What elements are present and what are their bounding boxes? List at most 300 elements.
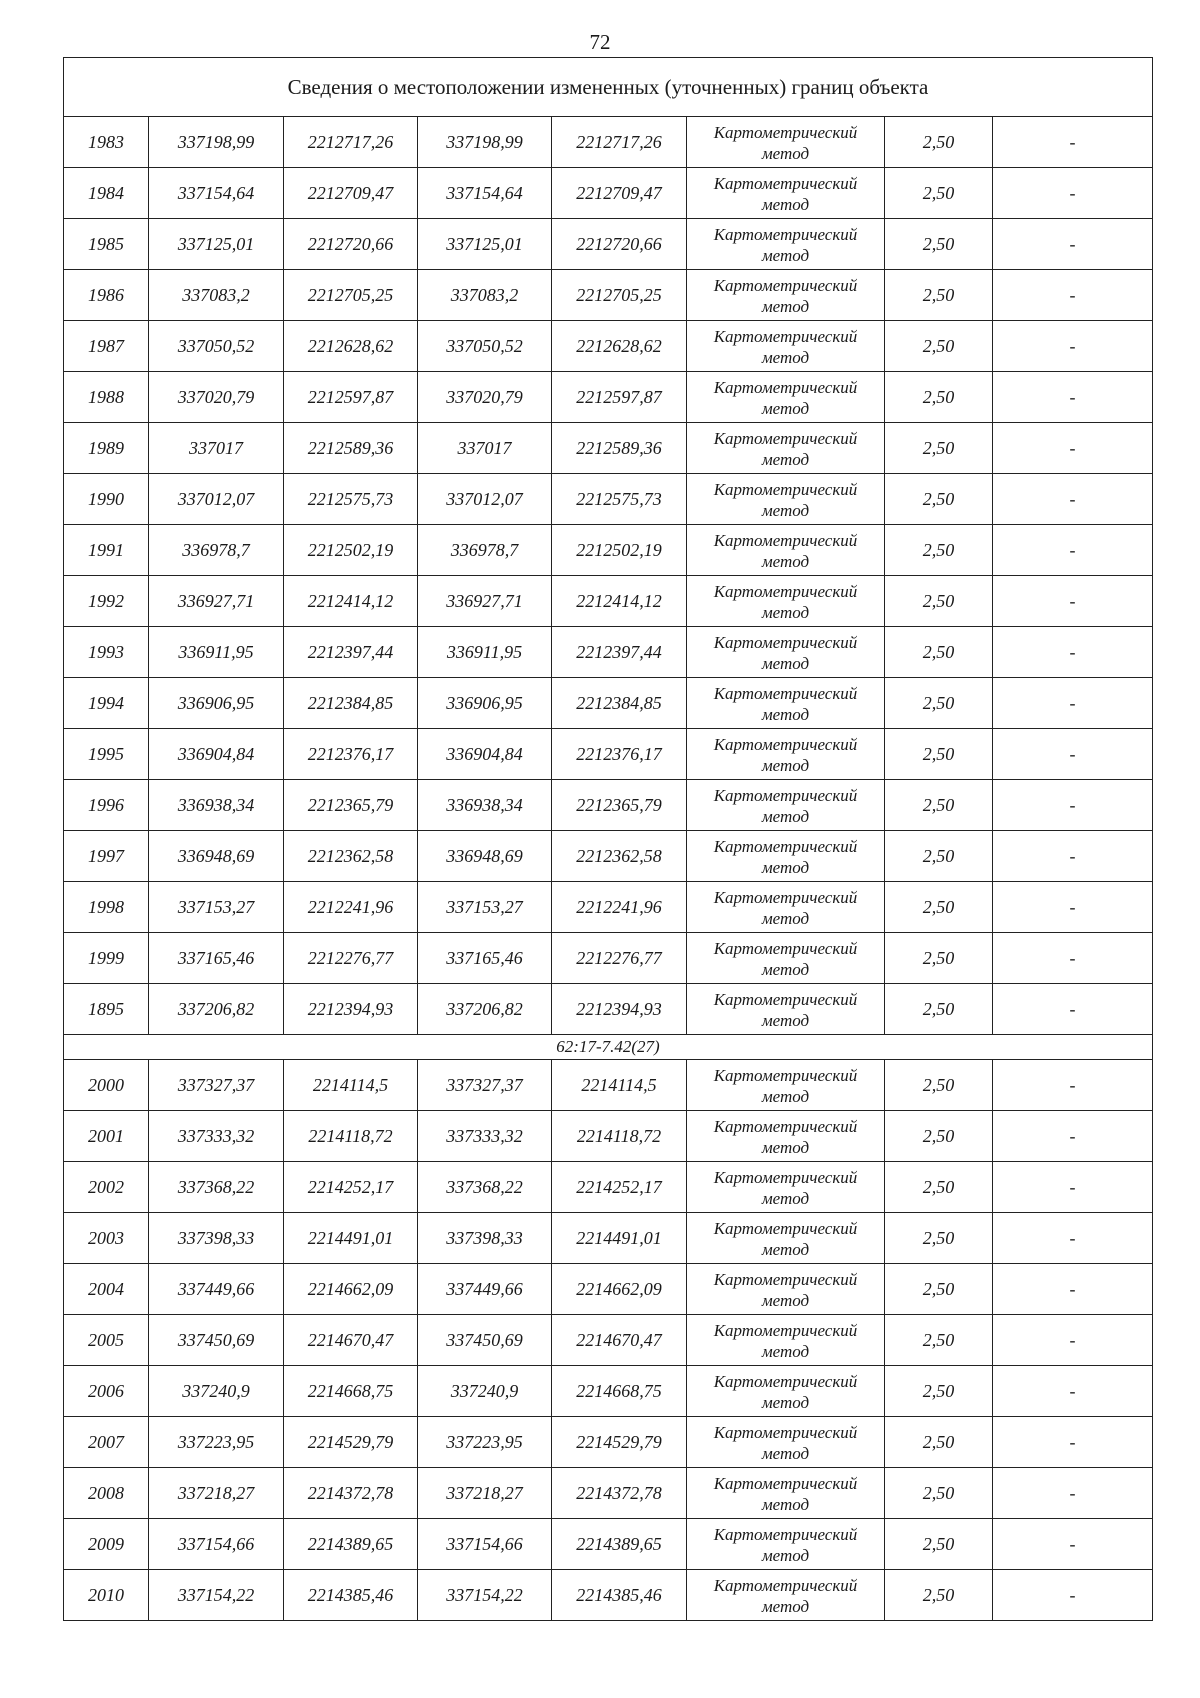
accuracy-cell: 2,50: [885, 423, 993, 474]
y-existing-cell: 2214670,47: [284, 1315, 418, 1366]
x-refined-cell: 337223,95: [418, 1417, 552, 1468]
method-cell: [687, 1366, 885, 1417]
note-cell: -: [993, 831, 1153, 882]
accuracy-cell: 2,50: [885, 1264, 993, 1315]
x-existing-cell: 337333,32: [149, 1111, 284, 1162]
note-cell: -: [993, 1417, 1153, 1468]
note-cell: -: [993, 1366, 1153, 1417]
x-existing-cell: 337165,46: [149, 933, 284, 984]
x-refined-cell: 336978,7: [418, 525, 552, 576]
y-existing-cell: 2212276,77: [284, 933, 418, 984]
table-row: [64, 1213, 1153, 1264]
point-number-cell: 2001: [64, 1111, 149, 1162]
method-label-line1: Картометрический: [713, 377, 858, 397]
method-label-line1: Картометрический: [713, 1167, 858, 1187]
y-existing-cell: 2214114,5: [284, 1060, 418, 1111]
x-refined-cell: 337450,69: [418, 1315, 552, 1366]
x-existing-cell: 337020,79: [149, 372, 284, 423]
note-cell: -: [993, 1519, 1153, 1570]
x-existing-cell: 337154,22: [149, 1570, 284, 1621]
y-refined-cell: 2214114,5: [552, 1060, 687, 1111]
note-cell: -: [993, 678, 1153, 729]
method-label-line2: метод: [761, 1596, 810, 1616]
x-refined-cell: 337449,66: [418, 1264, 552, 1315]
point-number-cell: 1998: [64, 882, 149, 933]
accuracy-cell: 2,50: [885, 1213, 993, 1264]
x-existing-cell: 337449,66: [149, 1264, 284, 1315]
accuracy-cell: 2,50: [885, 576, 993, 627]
table-row: [64, 1162, 1153, 1213]
x-existing-cell: 337154,64: [149, 168, 284, 219]
note-cell: -: [993, 1111, 1153, 1162]
method-label-line1: Картометрический: [713, 224, 858, 244]
table-row: [64, 168, 1153, 219]
y-refined-cell: 2212241,96: [552, 882, 687, 933]
point-number-cell: 1985: [64, 219, 149, 270]
x-existing-cell: 337450,69: [149, 1315, 284, 1366]
method-label-line1: Картометрический: [713, 632, 858, 652]
method-label-line2: метод: [761, 1341, 810, 1361]
method-cell: [687, 576, 885, 627]
method-label-line2: метод: [761, 296, 810, 316]
method-label-line1: Картометрический: [713, 275, 858, 295]
y-refined-cell: 2212414,12: [552, 576, 687, 627]
note-cell: -: [993, 1264, 1153, 1315]
method-label-line1: Картометрический: [713, 1575, 858, 1595]
y-existing-cell: 2212362,58: [284, 831, 418, 882]
point-number-cell: 1983: [64, 117, 149, 168]
table-row: [64, 729, 1153, 780]
y-refined-cell: 2214372,78: [552, 1468, 687, 1519]
x-refined-cell: 337017: [418, 423, 552, 474]
method-cell: [687, 1519, 885, 1570]
table-row: [64, 627, 1153, 678]
y-existing-cell: 2214529,79: [284, 1417, 418, 1468]
x-existing-cell: 337125,01: [149, 219, 284, 270]
x-existing-cell: 337154,66: [149, 1519, 284, 1570]
method-label-line1: Картометрический: [713, 1422, 858, 1442]
method-cell: [687, 372, 885, 423]
y-refined-cell: 2214668,75: [552, 1366, 687, 1417]
x-refined-cell: 336906,95: [418, 678, 552, 729]
x-existing-cell: 337327,37: [149, 1060, 284, 1111]
table-row: [64, 933, 1153, 984]
method-cell: [687, 525, 885, 576]
method-label-line2: метод: [761, 500, 810, 520]
note-cell: -: [993, 1570, 1153, 1621]
boundary-coordinates-table: [63, 57, 1153, 1621]
x-existing-cell: 337050,52: [149, 321, 284, 372]
y-refined-cell: 2212705,25: [552, 270, 687, 321]
y-refined-cell: 2214529,79: [552, 1417, 687, 1468]
x-refined-cell: 336911,95: [418, 627, 552, 678]
method-cell: [687, 984, 885, 1035]
method-label-line2: метод: [761, 398, 810, 418]
method-cell: [687, 423, 885, 474]
note-cell: -: [993, 372, 1153, 423]
y-refined-cell: 2212717,26: [552, 117, 687, 168]
x-refined-cell: 337206,82: [418, 984, 552, 1035]
method-label-line1: Картометрический: [713, 734, 858, 754]
method-label-line2: метод: [761, 194, 810, 214]
point-number-cell: 1994: [64, 678, 149, 729]
method-label-line1: Картометрический: [713, 1371, 858, 1391]
accuracy-cell: 2,50: [885, 1468, 993, 1519]
y-refined-cell: 2212720,66: [552, 219, 687, 270]
x-refined-cell: 337154,64: [418, 168, 552, 219]
note-cell: -: [993, 525, 1153, 576]
method-label-line1: Картометрический: [713, 1524, 858, 1544]
method-label-line2: метод: [761, 1239, 810, 1259]
point-number-cell: 1993: [64, 627, 149, 678]
x-existing-cell: 336906,95: [149, 678, 284, 729]
point-number-cell: 2005: [64, 1315, 149, 1366]
parcel-section-row: [64, 1035, 1153, 1060]
table-row: [64, 780, 1153, 831]
table-row: [64, 1315, 1153, 1366]
y-existing-cell: 2212376,17: [284, 729, 418, 780]
note-cell: -: [993, 117, 1153, 168]
point-number-cell: 1992: [64, 576, 149, 627]
method-cell: [687, 219, 885, 270]
x-existing-cell: 336911,95: [149, 627, 284, 678]
method-label-line2: метод: [761, 653, 810, 673]
y-refined-cell: 2212397,44: [552, 627, 687, 678]
accuracy-cell: 2,50: [885, 678, 993, 729]
accuracy-cell: 2,50: [885, 627, 993, 678]
x-existing-cell: 336904,84: [149, 729, 284, 780]
point-number-cell: 1995: [64, 729, 149, 780]
note-cell: -: [993, 168, 1153, 219]
x-existing-cell: 337017: [149, 423, 284, 474]
table-row: [64, 270, 1153, 321]
x-refined-cell: 337327,37: [418, 1060, 552, 1111]
x-refined-cell: 336948,69: [418, 831, 552, 882]
x-existing-cell: 336938,34: [149, 780, 284, 831]
y-refined-cell: 2212384,85: [552, 678, 687, 729]
method-cell: [687, 729, 885, 780]
table-row: [64, 1570, 1153, 1621]
x-refined-cell: 337083,2: [418, 270, 552, 321]
x-existing-cell: 337223,95: [149, 1417, 284, 1468]
point-number-cell: 1989: [64, 423, 149, 474]
y-refined-cell: 2212575,73: [552, 474, 687, 525]
method-label-line1: Картометрический: [713, 785, 858, 805]
y-existing-cell: 2212365,79: [284, 780, 418, 831]
method-label-line1: Картометрический: [713, 989, 858, 1009]
method-cell: [687, 1111, 885, 1162]
x-existing-cell: 337240,9: [149, 1366, 284, 1417]
y-existing-cell: 2212384,85: [284, 678, 418, 729]
point-number-cell: 2002: [64, 1162, 149, 1213]
x-existing-cell: 337198,99: [149, 117, 284, 168]
y-existing-cell: 2214118,72: [284, 1111, 418, 1162]
method-cell: [687, 882, 885, 933]
method-label-line2: метод: [761, 143, 810, 163]
method-label-line1: Картометрический: [713, 1269, 858, 1289]
accuracy-cell: 2,50: [885, 1315, 993, 1366]
method-label-line2: метод: [761, 1010, 810, 1030]
point-number-cell: 1991: [64, 525, 149, 576]
point-number-cell: 1990: [64, 474, 149, 525]
method-label-line2: метод: [761, 857, 810, 877]
x-refined-cell: 337218,27: [418, 1468, 552, 1519]
y-existing-cell: 2214662,09: [284, 1264, 418, 1315]
y-existing-cell: 2212628,62: [284, 321, 418, 372]
table-row: [64, 882, 1153, 933]
table-row: [64, 576, 1153, 627]
accuracy-cell: 2,50: [885, 1570, 993, 1621]
point-number-cell: 1999: [64, 933, 149, 984]
y-existing-cell: 2212705,25: [284, 270, 418, 321]
note-cell: -: [993, 321, 1153, 372]
table-row: [64, 1417, 1153, 1468]
x-existing-cell: 337398,33: [149, 1213, 284, 1264]
y-existing-cell: 2212502,19: [284, 525, 418, 576]
y-refined-cell: 2212502,19: [552, 525, 687, 576]
method-cell: [687, 678, 885, 729]
point-number-cell: 2004: [64, 1264, 149, 1315]
note-cell: -: [993, 270, 1153, 321]
parcel-number-label: 62:17-7.42(27): [64, 1035, 1153, 1060]
accuracy-cell: 2,50: [885, 1162, 993, 1213]
method-cell: [687, 933, 885, 984]
x-refined-cell: 337368,22: [418, 1162, 552, 1213]
method-label-line2: метод: [761, 959, 810, 979]
table-row: [64, 1264, 1153, 1315]
method-cell: [687, 1570, 885, 1621]
note-cell: -: [993, 933, 1153, 984]
y-refined-cell: 2212376,17: [552, 729, 687, 780]
accuracy-cell: 2,50: [885, 984, 993, 1035]
method-label-line1: Картометрический: [713, 479, 858, 499]
x-existing-cell: 337153,27: [149, 882, 284, 933]
y-refined-cell: 2214670,47: [552, 1315, 687, 1366]
x-refined-cell: 337154,66: [418, 1519, 552, 1570]
table-row: [64, 525, 1153, 576]
method-cell: [687, 1264, 885, 1315]
method-cell: [687, 321, 885, 372]
method-label-line1: Картометрический: [713, 1473, 858, 1493]
y-refined-cell: 2214118,72: [552, 1111, 687, 1162]
table-row: [64, 831, 1153, 882]
method-label-line2: метод: [761, 1188, 810, 1208]
method-cell: [687, 831, 885, 882]
note-cell: -: [993, 1315, 1153, 1366]
y-existing-cell: 2214252,17: [284, 1162, 418, 1213]
point-number-cell: 1988: [64, 372, 149, 423]
accuracy-cell: 2,50: [885, 474, 993, 525]
method-cell: [687, 474, 885, 525]
table-row: [64, 1519, 1153, 1570]
y-existing-cell: 2212720,66: [284, 219, 418, 270]
x-refined-cell: 337240,9: [418, 1366, 552, 1417]
x-refined-cell: 336904,84: [418, 729, 552, 780]
point-number-cell: 2006: [64, 1366, 149, 1417]
y-existing-cell: 2212414,12: [284, 576, 418, 627]
y-refined-cell: 2212365,79: [552, 780, 687, 831]
method-label-line2: метод: [761, 1545, 810, 1565]
x-existing-cell: 337368,22: [149, 1162, 284, 1213]
x-existing-cell: 337012,07: [149, 474, 284, 525]
accuracy-cell: 2,50: [885, 321, 993, 372]
method-label-line1: Картометрический: [713, 836, 858, 856]
method-cell: [687, 627, 885, 678]
x-existing-cell: 337206,82: [149, 984, 284, 1035]
method-label-line1: Картометрический: [713, 173, 858, 193]
method-label-line1: Картометрический: [713, 581, 858, 601]
table-row: [64, 678, 1153, 729]
accuracy-cell: 2,50: [885, 1519, 993, 1570]
y-refined-cell: 2214252,17: [552, 1162, 687, 1213]
method-label-line1: Картометрический: [713, 326, 858, 346]
note-cell: -: [993, 1060, 1153, 1111]
note-cell: -: [993, 882, 1153, 933]
point-number-cell: 2009: [64, 1519, 149, 1570]
method-cell: [687, 168, 885, 219]
table-row: [64, 1366, 1153, 1417]
y-refined-cell: 2212589,36: [552, 423, 687, 474]
method-label-line1: Картометрический: [713, 530, 858, 550]
method-cell: [687, 1417, 885, 1468]
method-label-line1: Картометрический: [713, 1116, 858, 1136]
method-label-line1: Картометрический: [713, 1218, 858, 1238]
x-existing-cell: 337218,27: [149, 1468, 284, 1519]
method-cell: [687, 1060, 885, 1111]
table-row: [64, 219, 1153, 270]
method-label-line2: метод: [761, 755, 810, 775]
y-existing-cell: 2212589,36: [284, 423, 418, 474]
y-existing-cell: 2212241,96: [284, 882, 418, 933]
note-cell: -: [993, 780, 1153, 831]
method-label-line2: метод: [761, 245, 810, 265]
y-refined-cell: 2212362,58: [552, 831, 687, 882]
method-label-line2: метод: [761, 551, 810, 571]
method-label-line1: Картометрический: [713, 1320, 858, 1340]
method-cell: [687, 270, 885, 321]
y-refined-cell: 2214491,01: [552, 1213, 687, 1264]
method-cell: [687, 117, 885, 168]
method-label-line2: метод: [761, 449, 810, 469]
table-row: [64, 117, 1153, 168]
method-cell: [687, 1315, 885, 1366]
method-label-line1: Картометрический: [713, 122, 858, 142]
y-refined-cell: 2212597,87: [552, 372, 687, 423]
method-label-line1: Картометрический: [713, 428, 858, 448]
table-row: [64, 1111, 1153, 1162]
point-number-cell: 2008: [64, 1468, 149, 1519]
accuracy-cell: 2,50: [885, 168, 993, 219]
y-refined-cell: 2214662,09: [552, 1264, 687, 1315]
accuracy-cell: 2,50: [885, 1417, 993, 1468]
point-number-cell: 1987: [64, 321, 149, 372]
point-number-cell: 1996: [64, 780, 149, 831]
method-label-line1: Картометрический: [713, 887, 858, 907]
method-label-line2: метод: [761, 704, 810, 724]
method-cell: [687, 1162, 885, 1213]
y-refined-cell: 2212394,93: [552, 984, 687, 1035]
method-label-line2: метод: [761, 806, 810, 826]
x-refined-cell: 337198,99: [418, 117, 552, 168]
note-cell: -: [993, 1162, 1153, 1213]
method-label-line2: метод: [761, 1290, 810, 1310]
accuracy-cell: 2,50: [885, 1111, 993, 1162]
x-refined-cell: 337165,46: [418, 933, 552, 984]
note-cell: -: [993, 219, 1153, 270]
accuracy-cell: 2,50: [885, 729, 993, 780]
method-label-line1: Картометрический: [713, 1065, 858, 1085]
table-title-row: [64, 58, 1153, 117]
point-number-cell: 2010: [64, 1570, 149, 1621]
accuracy-cell: 2,50: [885, 780, 993, 831]
y-refined-cell: 2212709,47: [552, 168, 687, 219]
table-body: [64, 58, 1153, 1621]
note-cell: -: [993, 729, 1153, 780]
accuracy-cell: 2,50: [885, 831, 993, 882]
accuracy-cell: 2,50: [885, 1366, 993, 1417]
table-row: [64, 1468, 1153, 1519]
point-number-cell: 1986: [64, 270, 149, 321]
accuracy-cell: 2,50: [885, 270, 993, 321]
method-label-line2: метод: [761, 347, 810, 367]
table-row: [64, 474, 1153, 525]
table-row: [64, 372, 1153, 423]
point-number-cell: 2007: [64, 1417, 149, 1468]
note-cell: -: [993, 576, 1153, 627]
accuracy-cell: 2,50: [885, 882, 993, 933]
method-label-line2: метод: [761, 1494, 810, 1514]
x-refined-cell: 337154,22: [418, 1570, 552, 1621]
y-existing-cell: 2212575,73: [284, 474, 418, 525]
page-number: 72: [589, 30, 611, 54]
point-number-cell: 1997: [64, 831, 149, 882]
method-label-line2: метод: [761, 908, 810, 928]
x-refined-cell: 337333,32: [418, 1111, 552, 1162]
method-label-line2: метод: [761, 602, 810, 622]
x-refined-cell: 337020,79: [418, 372, 552, 423]
table-row: [64, 321, 1153, 372]
x-refined-cell: 337012,07: [418, 474, 552, 525]
method-label-line2: метод: [761, 1443, 810, 1463]
y-existing-cell: 2214668,75: [284, 1366, 418, 1417]
x-refined-cell: 337125,01: [418, 219, 552, 270]
y-refined-cell: 2214389,65: [552, 1519, 687, 1570]
point-number-cell: 2000: [64, 1060, 149, 1111]
method-cell: [687, 1468, 885, 1519]
y-refined-cell: 2212628,62: [552, 321, 687, 372]
accuracy-cell: 2,50: [885, 219, 993, 270]
method-label-line1: Картометрический: [713, 683, 858, 703]
y-existing-cell: 2212394,93: [284, 984, 418, 1035]
method-cell: [687, 1213, 885, 1264]
table-row: [64, 423, 1153, 474]
note-cell: -: [993, 423, 1153, 474]
y-refined-cell: 2214385,46: [552, 1570, 687, 1621]
x-refined-cell: 337398,33: [418, 1213, 552, 1264]
table-title: Сведения о местоположении измененных (уточненных) границ объекта: [64, 58, 1153, 117]
accuracy-cell: 2,50: [885, 933, 993, 984]
x-existing-cell: 336948,69: [149, 831, 284, 882]
table-row: [64, 984, 1153, 1035]
y-existing-cell: 2214385,46: [284, 1570, 418, 1621]
note-cell: -: [993, 627, 1153, 678]
note-cell: -: [993, 984, 1153, 1035]
point-number-cell: 1984: [64, 168, 149, 219]
y-existing-cell: 2212717,26: [284, 117, 418, 168]
accuracy-cell: 2,50: [885, 117, 993, 168]
method-label-line1: Картометрический: [713, 938, 858, 958]
x-refined-cell: 336927,71: [418, 576, 552, 627]
